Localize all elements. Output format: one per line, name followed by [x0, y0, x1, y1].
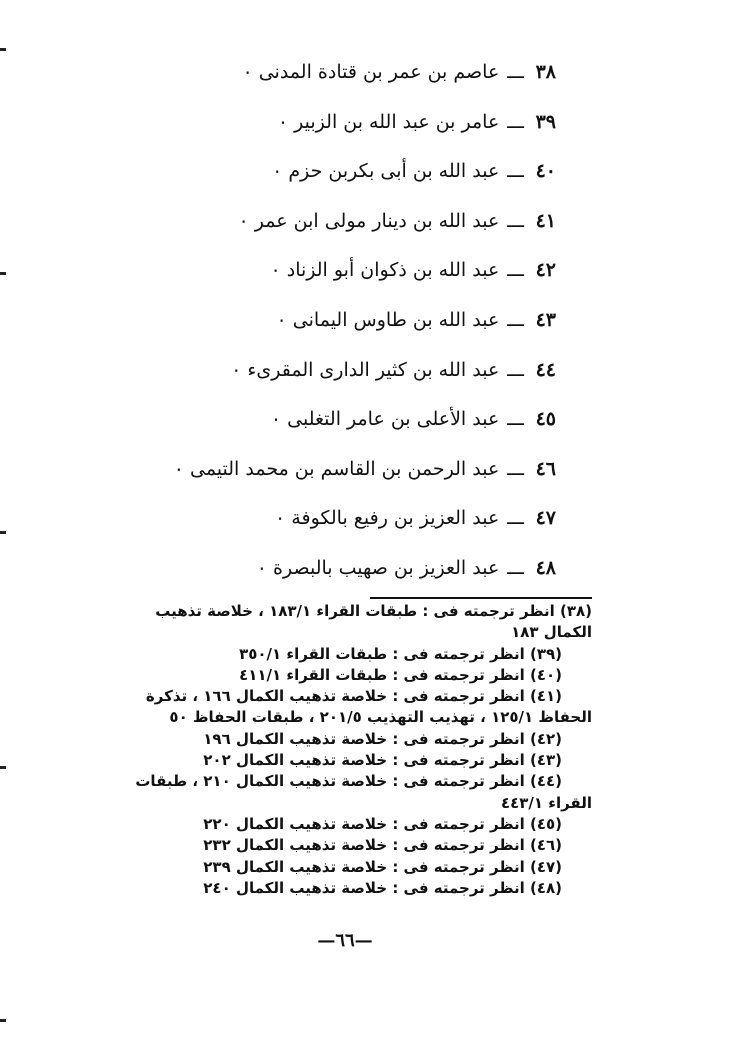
entry-text: عبد الله بن دينار مولى ابن عمر ٠ [238, 209, 500, 232]
entry-number: ٤٨ [535, 556, 556, 579]
margin-mark [0, 1019, 6, 1022]
entry-text: عبد العزيز بن رفيع بالكوفة ٠ [275, 507, 500, 530]
entry-text: عبد الله بن طاوس اليمانى ٠ [276, 308, 500, 331]
list-item [136, 350, 556, 400]
entry-dash: ـــ [507, 408, 524, 431]
entry-dash: ـــ [507, 110, 524, 133]
margin-mark [0, 766, 6, 769]
entry-dash: ـــ [507, 308, 524, 331]
entry-number: ٤١ [535, 209, 556, 232]
footnote-line: (٤٠) انظر ترجمته فى : طبقات القراء ٤١١/١ [239, 665, 562, 684]
entry-dash: ـــ [507, 507, 524, 530]
entry-text: عبد الرحمن بن القاسم بن محمد التيمى ٠ [173, 457, 500, 480]
list-item [136, 300, 556, 350]
list-item [136, 151, 556, 201]
entry-text: عبد الأعلى بن عامر التغلبى ٠ [270, 408, 500, 431]
footnote-line: القراء ٤٤٣/١ [500, 793, 592, 812]
footnote-line: (٣٩) انظر ترجمته فى : طبقات القراء ٣٥٠/١ [239, 644, 562, 663]
entry-text: عبد الله بن ذكوان أبو الزناد ٠ [270, 259, 500, 282]
entry-number: ٤٥ [535, 408, 556, 431]
footnote-line: (٤٧) انظر ترجمته فى : خلاصة تذهيب الكمال ٢٣٩ [203, 857, 562, 876]
entry-number: ٤٠ [535, 160, 556, 183]
list-item [136, 102, 556, 152]
list-item [136, 250, 556, 300]
footnote-line: (٤٣) انظر ترجمته فى : خلاصة تذهيب الكمال ٢٠٢ [203, 751, 562, 770]
footnote-line: (٤٢) انظر ترجمته فى : خلاصة تذهيب الكمال ١٩٦ [203, 729, 562, 748]
entry-number: ٣٩ [535, 110, 556, 133]
entry-dash: ـــ [507, 556, 524, 579]
footnote-line: الكمال ١٨٣ [511, 623, 592, 642]
list-item [136, 449, 556, 499]
list-item [136, 52, 556, 102]
footnote-line: (٤١) انظر ترجمته فى : خلاصة تذهيب الكمال ١٦٦ ، تذكرة [145, 687, 562, 706]
footnotes [72, 601, 592, 899]
narrator-list [136, 52, 556, 598]
footnote-line: (٤٥) انظر ترجمته فى : خلاصة تذهيب الكمال ٢٢٠ [203, 814, 562, 833]
entry-number: ٤٣ [535, 308, 556, 331]
footnote-line: (٤٨) انظر ترجمته فى : خلاصة تذهيب الكمال ٢٤٠ [203, 878, 562, 897]
margin-mark [0, 531, 6, 534]
page-number: —٦٦— [317, 930, 373, 951]
entry-dash: ـــ [507, 457, 524, 480]
entry-text: عبد الله بن كثير الدارى المقرىء ٠ [231, 358, 500, 381]
list-item [136, 498, 556, 548]
footnote-line: (٤٦) انظر ترجمته فى : خلاصة تذهيب الكمال ٢٣٢ [203, 836, 562, 855]
entry-number: ٤٤ [535, 358, 556, 381]
footnote-divider [370, 597, 592, 599]
margin-mark [0, 272, 6, 275]
footnote-line: الحفاظ ١٢٥/١ ، تهذيب التهذيب ٢٠١/٥ ، طبقات الحفاظ ٥٠ [169, 708, 592, 727]
entry-number: ٤٧ [535, 507, 556, 530]
entry-number: ٤٢ [535, 259, 556, 282]
entry-number: ٤٦ [535, 457, 556, 480]
entry-dash: ـــ [507, 160, 524, 183]
entry-text: عاصم بن عمر بن قتادة المدنى ٠ [242, 61, 500, 83]
entry-text: عبد الله بن أبى بكربن حزم ٠ [272, 160, 500, 183]
footnote-line: (٤٤) انظر ترجمته فى : خلاصة تذهيب الكمال ٢١٠ ، طبقات [135, 772, 562, 791]
entry-text: عامر بن عبد الله بن الزبير ٠ [277, 110, 500, 133]
entry-dash: ـــ [507, 259, 524, 282]
list-item [136, 399, 556, 449]
list-item [136, 548, 556, 598]
footnote-line: (٣٨) انظر ترجمته فى : طبقات القراء ١٨٣/١ ، خلاصة تذهيب [155, 602, 592, 620]
entry-text: عبد العزيز بن صهيب بالبصرة ٠ [256, 556, 500, 579]
entry-number: ٣٨ [535, 61, 556, 83]
entry-dash: ـــ [507, 209, 524, 232]
entry-dash: ـــ [507, 61, 524, 83]
margin-mark [0, 48, 6, 51]
entry-dash: ـــ [507, 358, 524, 381]
list-item [136, 201, 556, 251]
